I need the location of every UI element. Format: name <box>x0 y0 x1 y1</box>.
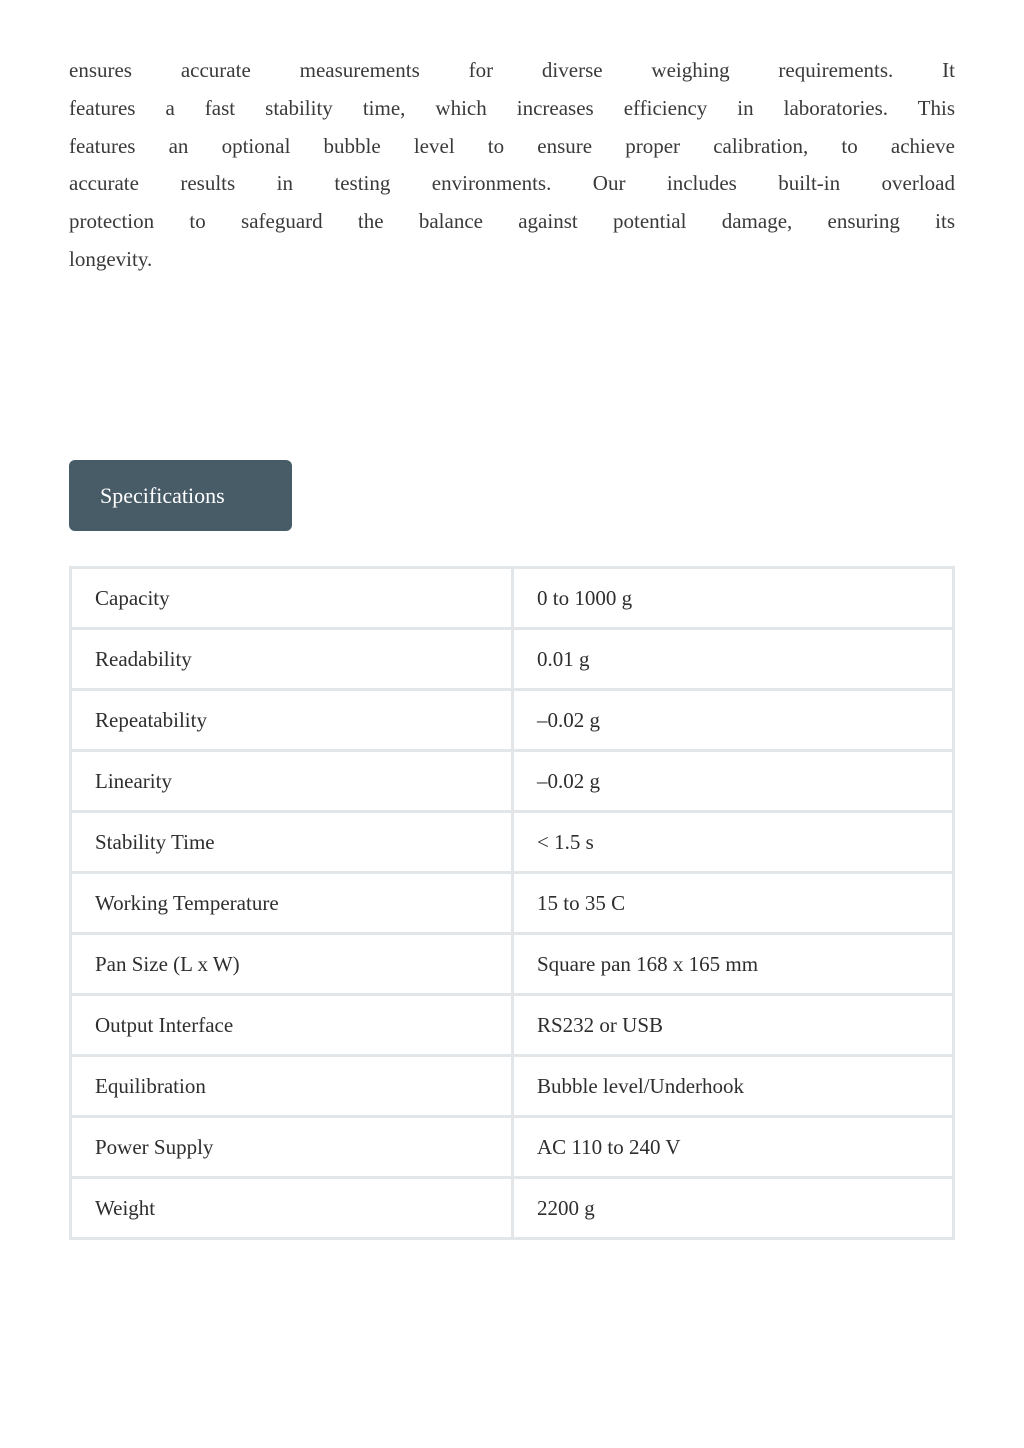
spec-label: Weight <box>71 1178 513 1239</box>
spec-label: Capacity <box>71 568 513 629</box>
intro-line: accurate results in testing environments. Our includes built-in overload <box>69 171 955 196</box>
spec-value: < 1.5 s <box>513 812 954 873</box>
table-row <box>71 873 954 934</box>
spec-value: 0 to 1000 g <box>513 568 954 629</box>
spec-label: Power Supply <box>71 1117 513 1178</box>
intro-paragraph <box>69 52 955 279</box>
spec-value: –0.02 g <box>513 751 954 812</box>
intro-line: features an optional bubble level to ensure proper calibration, to achieve <box>69 133 955 158</box>
spec-value: 2200 g <box>513 1178 954 1239</box>
spec-value: Square pan 168 x 165 mm <box>513 934 954 995</box>
spec-label: Output Interface <box>71 995 513 1056</box>
table-row <box>71 568 954 629</box>
spec-label: Linearity <box>71 751 513 812</box>
spec-value: Bubble level/Underhook <box>513 1056 954 1117</box>
spec-value: –0.02 g <box>513 690 954 751</box>
specifications-title: Specifications <box>100 482 225 508</box>
table-row <box>71 629 954 690</box>
table-row <box>71 751 954 812</box>
spec-value: RS232 or USB <box>513 995 954 1056</box>
spec-label: Working Temperature <box>71 873 513 934</box>
table-row <box>71 690 954 751</box>
spec-label: Readability <box>71 629 513 690</box>
table-row <box>71 934 954 995</box>
specifications-table <box>69 566 955 1240</box>
table-row <box>71 1178 954 1239</box>
intro-line: ensures accurate measurements for diverse weighing requirements. It <box>69 58 955 82</box>
table-row <box>71 1117 954 1178</box>
spec-value: 15 to 35 C <box>513 873 954 934</box>
table-row <box>71 812 954 873</box>
spec-label: Repeatability <box>71 690 513 751</box>
spec-value: AC 110 to 240 V <box>513 1117 954 1178</box>
specifications-tab[interactable] <box>69 460 292 531</box>
spec-label: Equilibration <box>71 1056 513 1117</box>
spec-label: Pan Size (L x W) <box>71 934 513 995</box>
intro-line: longevity. <box>69 246 153 271</box>
table-row <box>71 995 954 1056</box>
spec-label: Stability Time <box>71 812 513 873</box>
table-row <box>71 1056 954 1117</box>
intro-line: protection to safeguard the balance against potential damage, ensuring its <box>69 209 955 234</box>
spec-value: 0.01 g <box>513 629 954 690</box>
intro-line: features a fast stability time, which increases efficiency in laboratories. This <box>69 95 955 120</box>
